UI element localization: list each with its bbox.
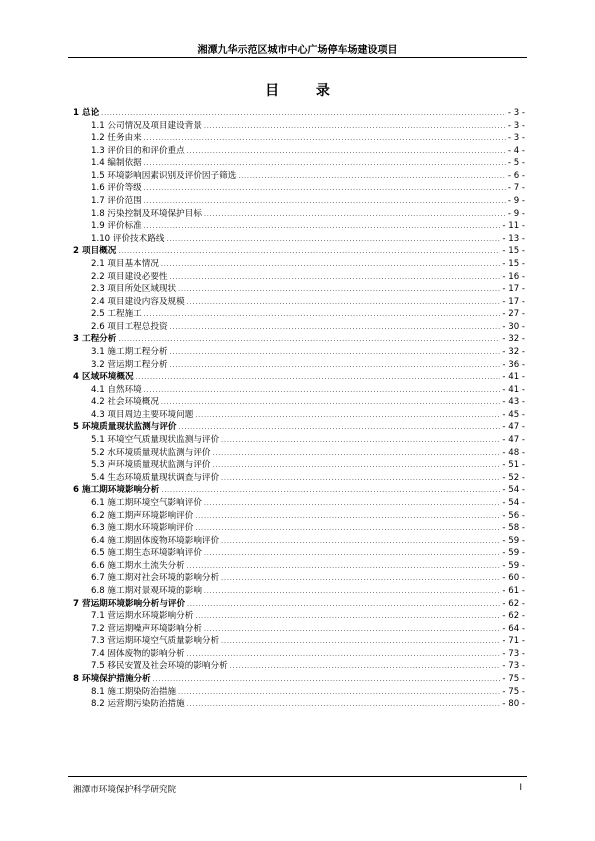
toc-entry-title: 7.3 营运期环境空气质量影响分析 [91, 636, 220, 647]
toc-section-entry[interactable] [73, 258, 525, 271]
toc-entry-page: - 27 - [502, 309, 525, 320]
toc-entry-page: - 36 - [502, 359, 525, 370]
toc-entry-title: 7.4 固体废物的影响分析 [91, 648, 185, 659]
toc-dot-leader [166, 234, 500, 246]
toc-dot-leader [118, 246, 500, 258]
toc-section-entry[interactable] [73, 220, 525, 233]
toc-entry-page: - 43 - [502, 397, 525, 408]
toc-entry-page: - 52 - [502, 472, 525, 483]
toc-section-entry[interactable] [73, 396, 525, 409]
toc-section-entry[interactable] [73, 572, 525, 585]
toc-entry-title: 6.2 施工期声环境影响评价 [91, 510, 194, 521]
toc-entry-title: 2.2 项目建设必要性 [91, 271, 168, 282]
toc-dot-leader [221, 536, 500, 548]
toc-section-entry[interactable] [73, 132, 525, 145]
toc-dot-leader [238, 171, 506, 183]
toc-entry-title: 1.1 公司情况及项目建设背景 [91, 120, 202, 131]
toc-dot-leader [213, 460, 501, 472]
running-header: 湘潭九华示范区城市中心广场停车场建设项目 [197, 45, 398, 56]
toc-entry-page: - 71 - [502, 636, 525, 647]
toc-entry-title: 1.4 编制依据 [91, 158, 142, 169]
toc-section-entry[interactable] [73, 145, 525, 158]
toc-entry-page: - 54 - [502, 497, 525, 508]
toc-entry-page: - 60 - [502, 573, 525, 584]
toc-dot-leader [144, 385, 501, 397]
toc-dot-leader [170, 322, 501, 334]
toc-entry-page: - 16 - [502, 271, 525, 282]
toc-entry-page: - 73 - [502, 661, 525, 672]
toc-entry-title: 3 工程分析 [73, 334, 117, 345]
toc-entry-page: - 3 - [507, 108, 525, 118]
toc-entry-title: 1.6 评价等级 [91, 183, 142, 194]
toc-dot-leader [187, 146, 506, 158]
toc-dot-leader [161, 259, 500, 271]
toc-dot-leader [161, 397, 500, 409]
toc-chapter-entry[interactable] [73, 333, 525, 346]
toc-entry-title: 1.2 任务由来 [91, 133, 142, 144]
toc-entry-title: 2.1 项目基本情况 [91, 258, 159, 269]
toc-section-entry[interactable] [73, 346, 525, 359]
toc-entry-page: - 73 - [502, 648, 525, 659]
toc-chapter-entry[interactable] [73, 421, 525, 434]
toc-section-entry[interactable] [73, 157, 525, 170]
toc-section-entry[interactable] [73, 497, 525, 510]
toc-dot-leader [221, 636, 500, 648]
toc-section-entry[interactable] [73, 170, 525, 183]
toc-entry-title: 8.2 运营期污染防治措施 [91, 699, 185, 710]
toc-entry-title: 4.3 项目周边主要环境问题 [91, 409, 194, 420]
toc-section-entry[interactable] [73, 195, 525, 208]
toc-dot-leader [221, 473, 500, 485]
toc-entry-page: - 3 - [507, 133, 525, 144]
toc-section-entry[interactable] [73, 585, 525, 598]
toc-dot-leader [161, 485, 500, 497]
footer-divider [68, 776, 527, 777]
toc-entry-title: 1.9 评价标准 [91, 221, 142, 232]
toc-section-entry[interactable] [73, 459, 525, 472]
toc-entry-page: - 4 - [507, 145, 525, 156]
toc-entry-page: - 75 - [502, 674, 525, 685]
toc-entry-page: - 51 - [502, 460, 525, 471]
toc-entry-page: - 7 - [507, 183, 525, 194]
toc-entry-title: 6.1 施工期环境空气影响评价 [91, 497, 202, 508]
toc-dot-leader [170, 360, 501, 372]
toc-entry-title: 1.5 环境影响因素识别及评价因子筛选 [91, 170, 237, 181]
toc-dot-leader [170, 347, 501, 359]
toc-entry-page: - 64 - [502, 623, 525, 634]
toc-section-entry[interactable] [73, 283, 525, 296]
toc-dot-leader [153, 674, 501, 686]
toc-entry-title: 7.5 移民安置及社会环境的影响分析 [91, 661, 228, 672]
toc-dot-leader [144, 196, 506, 208]
toc-entry-page: - 6 - [507, 170, 525, 181]
toc-dot-leader [230, 661, 501, 673]
toc-chapter-entry[interactable] [73, 598, 525, 611]
toc-dot-leader [178, 687, 500, 699]
toc-dot-leader [204, 624, 500, 636]
toc-section-entry[interactable] [73, 120, 525, 133]
toc-entry-page: - 56 - [502, 510, 525, 521]
toc-dot-leader [221, 435, 500, 447]
toc-dot-leader [144, 183, 506, 195]
toc-entry-page: - 5 - [507, 158, 525, 169]
toc-entry-page: - 59 - [502, 535, 525, 546]
toc-dot-leader [187, 297, 501, 309]
toc-entry-title: 1.10 评价技术路线 [91, 233, 165, 244]
toc-dot-leader [101, 108, 506, 120]
footer-page-number: I [519, 783, 522, 793]
toc-entry-page: - 9 - [507, 208, 525, 219]
toc-dot-leader [144, 133, 506, 145]
toc-entry-title: 1.7 评价范围 [91, 196, 142, 207]
toc-section-entry[interactable] [73, 208, 525, 221]
toc-section-entry[interactable] [73, 359, 525, 372]
toc-section-entry[interactable] [73, 686, 525, 699]
toc-entry-title: 2.5 工程施工 [91, 309, 142, 320]
toc-dot-leader [213, 448, 501, 460]
toc-entry-page: - 41 - [502, 372, 525, 383]
toc-entry-page: - 48 - [502, 447, 525, 458]
toc-dot-leader [187, 561, 501, 573]
toc-section-entry[interactable] [73, 409, 525, 422]
toc-section-entry[interactable] [73, 660, 525, 673]
toc-section-entry[interactable] [73, 547, 525, 560]
toc-dot-leader [118, 334, 500, 346]
toc-section-entry[interactable] [73, 434, 525, 447]
toc-entry-title: 2.4 项目建设内容及规模 [91, 296, 185, 307]
toc-entry-title: 6.6 施工期水土流失分析 [91, 560, 185, 571]
table-of-contents [73, 107, 525, 711]
toc-entry-page: - 30 - [502, 321, 525, 332]
toc-dot-leader [187, 599, 500, 611]
toc-entry-page: - 59 - [502, 548, 525, 559]
toc-section-entry[interactable] [73, 623, 525, 636]
toc-dot-leader [204, 121, 506, 133]
toc-section-entry[interactable] [73, 698, 525, 711]
toc-entry-page: - 75 - [502, 686, 525, 697]
toc-chapter-entry[interactable] [73, 484, 525, 497]
toc-section-entry[interactable] [73, 233, 525, 246]
toc-entry-title: 4.2 社会环境概况 [91, 397, 159, 408]
toc-entry-title: 1 总论 [73, 108, 100, 118]
toc-entry-page: - 3 - [507, 120, 525, 131]
toc-dot-leader [204, 548, 500, 560]
toc-dot-leader [195, 523, 500, 535]
toc-entry-title: 5 环境质量现状监测与评价 [73, 422, 177, 433]
toc-dot-leader [179, 422, 501, 434]
toc-entry-page: - 11 - [502, 221, 525, 232]
toc-entry-page: - 15 - [502, 258, 525, 269]
toc-dot-leader [204, 586, 500, 598]
toc-entry-title: 6 施工期环境影响分析 [73, 485, 160, 496]
toc-entry-page: - 17 - [502, 284, 525, 295]
toc-entry-title: 6.4 施工期固体废物环境影响评价 [91, 535, 220, 546]
toc-entry-title: 3.2 营运期工程分析 [91, 359, 168, 370]
toc-section-entry[interactable] [73, 522, 525, 535]
toc-dot-leader [221, 573, 500, 585]
toc-section-entry[interactable] [73, 384, 525, 397]
toc-entry-page: - 80 - [502, 699, 525, 710]
toc-dot-leader [195, 410, 500, 422]
toc-entry-title: 4 区域环境概况 [73, 372, 134, 383]
toc-entry-title: 3.1 施工期工程分析 [91, 346, 168, 357]
toc-entry-title: 6.8 施工期对景观环境的影响 [91, 585, 202, 596]
toc-dot-leader [136, 372, 501, 384]
toc-dot-leader [178, 284, 500, 296]
toc-dot-leader [170, 272, 501, 284]
toc-chapter-entry[interactable] [73, 245, 525, 258]
toc-entry-page: - 32 - [502, 346, 525, 357]
toc-section-entry[interactable] [73, 182, 525, 195]
toc-entry-title: 5.4 生态环境质量现状调查与评价 [91, 472, 220, 483]
toc-section-entry[interactable] [73, 308, 525, 321]
toc-chapter-entry[interactable] [73, 371, 525, 384]
toc-section-entry[interactable] [73, 510, 525, 523]
toc-entry-title: 8 环境保护措施分析 [73, 674, 151, 685]
toc-dot-leader [187, 699, 501, 711]
toc-entry-title: 6.3 施工期水环境影响评价 [91, 523, 194, 534]
toc-section-entry[interactable] [73, 648, 525, 661]
header-divider [68, 57, 527, 58]
toc-entry-title: 4.1 自然环境 [91, 384, 142, 395]
toc-dot-leader [195, 611, 500, 623]
toc-section-entry[interactable] [73, 447, 525, 460]
toc-dot-leader [144, 158, 506, 170]
toc-entry-page: - 62 - [502, 611, 525, 622]
toc-section-entry[interactable] [73, 635, 525, 648]
toc-section-entry[interactable] [73, 296, 525, 309]
toc-section-entry[interactable] [73, 560, 525, 573]
toc-entry-page: - 47 - [502, 435, 525, 446]
toc-entry-title: 7.2 营运期噪声环境影响分析 [91, 623, 202, 634]
toc-dot-leader [195, 511, 500, 523]
toc-entry-page: - 61 - [502, 585, 525, 596]
toc-entry-page: - 58 - [502, 523, 525, 534]
toc-chapter-entry[interactable] [73, 107, 525, 120]
toc-section-entry[interactable] [73, 321, 525, 334]
toc-chapter-entry[interactable] [73, 673, 525, 686]
toc-entry-title: 5.3 声环境质量现状监测与评价 [91, 460, 211, 471]
toc-entry-title: 6.5 施工期生态环境影响评价 [91, 548, 202, 559]
toc-entry-title: 2.3 项目所处区域现状 [91, 284, 177, 295]
toc-entry-title: 1.8 污染控制及环境保护目标 [91, 208, 202, 219]
toc-entry-title: 6.7 施工期对社会环境的影响分析 [91, 573, 220, 584]
toc-entry-title: 5.1 环境空气质量现状监测与评价 [91, 435, 220, 446]
toc-entry-page: - 59 - [502, 560, 525, 571]
toc-section-entry[interactable] [73, 535, 525, 548]
toc-entry-title: 7 营运期环境影响分析与评价 [73, 598, 186, 609]
toc-entry-page: - 47 - [502, 422, 525, 433]
toc-entry-page: - 62 - [502, 598, 525, 609]
toc-dot-leader [204, 498, 500, 510]
toc-entry-page: - 54 - [502, 485, 525, 496]
toc-dot-leader [187, 649, 501, 661]
toc-dot-leader [144, 309, 501, 321]
toc-entry-page: - 17 - [502, 296, 525, 307]
toc-entry-page: - 41 - [502, 384, 525, 395]
toc-section-entry[interactable] [73, 472, 525, 485]
toc-entry-title: 2.6 项目工程总投资 [91, 321, 168, 332]
toc-section-entry[interactable] [73, 610, 525, 623]
toc-dot-leader [144, 221, 501, 233]
toc-entry-title: 5.2 水环境质量现状监测与评价 [91, 447, 211, 458]
toc-entry-title: 1.3 评价目的和评价重点 [91, 145, 185, 156]
toc-entry-page: - 13 - [502, 233, 525, 244]
toc-dot-leader [204, 209, 506, 221]
toc-entry-title: 7.1 营运期水环境影响分析 [91, 611, 194, 622]
toc-section-entry[interactable] [73, 271, 525, 284]
toc-entry-title: 8.1 施工期染防治措施 [91, 686, 177, 697]
toc-entry-page: - 32 - [502, 334, 525, 345]
toc-entry-page: - 45 - [502, 409, 525, 420]
toc-title: 目 录 [265, 83, 346, 99]
footer-organization: 湘潭市环境保护科学研究院 [73, 785, 177, 795]
toc-entry-page: - 15 - [502, 246, 525, 257]
toc-entry-title: 2 项目概况 [73, 246, 117, 257]
toc-entry-page: - 9 - [507, 196, 525, 207]
